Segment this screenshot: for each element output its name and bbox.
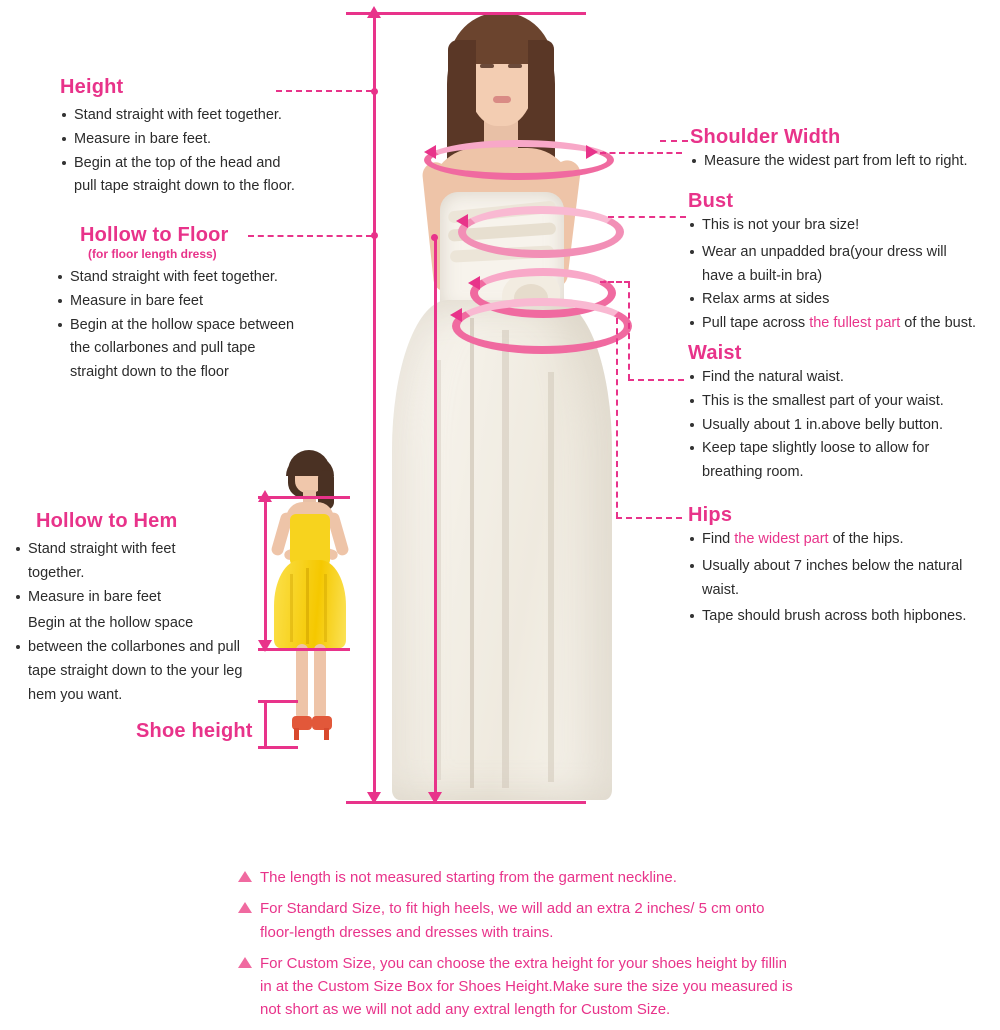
- hollow-to-floor-subheading: (for floor length dress): [88, 247, 217, 261]
- hollow-to-floor-anchor-dot: [371, 232, 378, 239]
- height-heading: Height: [60, 76, 124, 98]
- hips-widest-part-item: Find the widest part of the hips.: [688, 529, 994, 551]
- bust-arrow-left: [456, 214, 468, 228]
- hollow-point-dot: [431, 234, 438, 241]
- hips-heading: Hips: [688, 504, 733, 526]
- waist-leader-top: [600, 281, 630, 283]
- list-item: between the collarbones and pull: [14, 637, 264, 659]
- warning-triangle-icon: [238, 902, 252, 913]
- hips-leader-vert: [616, 318, 618, 518]
- note-line: floor-length dresses and dresses with trains.: [260, 923, 554, 941]
- list-item: Stand straight with feet: [14, 539, 264, 561]
- shoulder-leader: [600, 152, 682, 154]
- list-item: Usually about 1 in.above belly button.: [688, 415, 994, 437]
- list-item: Measure in bare feet.: [60, 129, 360, 151]
- list-item: Measure in bare feet: [14, 587, 264, 609]
- list-item: Stand straight with feet together.: [56, 267, 364, 289]
- model-figure-long-dress: [352, 0, 642, 812]
- hollow-to-hem-bullets: [14, 539, 264, 706]
- list-item: This is not your bra size!: [688, 215, 1000, 237]
- section-hollow-to-floor: [44, 224, 364, 386]
- height-measure-line: [373, 16, 376, 804]
- section-bust: [688, 190, 1000, 337]
- list-item: together.: [28, 564, 85, 581]
- note-line: not short as we will not add any extral length for Custom Size.: [260, 1001, 671, 1019]
- shoe-height-heading: Shoe height: [136, 720, 253, 742]
- warning-triangle-icon: [238, 871, 252, 882]
- list-item: hem you want.: [28, 686, 123, 703]
- hips-arrow-left: [450, 308, 462, 322]
- hips-highlight: the widest part: [734, 531, 829, 547]
- waist-arrow-left: [468, 276, 480, 290]
- hollow-to-hem-top-cap: [258, 496, 350, 499]
- list-item: This is the smallest part of your waist.: [688, 391, 994, 413]
- note-item: [238, 897, 998, 944]
- waist-heading: Waist: [688, 342, 742, 364]
- bust-leader: [608, 216, 686, 218]
- list-item: straight down to the floor: [70, 364, 229, 380]
- list-item: Stand straight with feet together.: [60, 105, 360, 127]
- section-hollow-to-hem: [14, 510, 264, 708]
- list-item: Relax arms at sides: [688, 289, 1000, 311]
- section-hips: [688, 504, 994, 630]
- shoe-height-bottom-cap: [258, 746, 298, 749]
- waist-leader-vert: [628, 282, 630, 380]
- note-item: [238, 952, 998, 1022]
- bust-highlight: the fullest part: [809, 315, 901, 331]
- waist-leader-bottom: [628, 379, 684, 381]
- list-item: the collarbones and pull tape: [70, 340, 256, 357]
- list-item: Measure the widest part from left to right.: [690, 151, 996, 173]
- hips-bullets: [688, 529, 994, 628]
- hollow-to-floor-bullets: [56, 267, 364, 384]
- list-item: Begin at the hollow space between: [56, 315, 364, 337]
- height-anchor-dot: [371, 88, 378, 95]
- waist-bullets: [688, 367, 994, 484]
- section-shoulder-width: [690, 126, 996, 175]
- hollow-to-hem-heading: Hollow to Hem: [36, 510, 178, 532]
- list-item: Begin at the top of the head and: [60, 153, 360, 175]
- hollow-to-floor-heading: Hollow to Floor: [80, 224, 229, 246]
- shoulder-title-leader: [660, 140, 688, 142]
- hollow-to-hem-bottom-cap: [258, 648, 350, 651]
- shoulder-arrow-left: [424, 145, 436, 159]
- bust-heading: Bust: [688, 190, 734, 212]
- hips-band: [452, 298, 632, 354]
- footer-notes: [238, 866, 998, 1030]
- list-item: Measure in bare feet: [56, 291, 364, 313]
- bust-band: [458, 206, 624, 258]
- shoulder-width-bullets: [690, 151, 996, 173]
- list-item: breathing room.: [702, 464, 804, 480]
- bust-bullets: [688, 215, 1000, 335]
- section-shoe-height: [136, 720, 253, 743]
- hollow-to-floor-arrow-bottom: [428, 792, 442, 804]
- note-line: The length is not measured starting from the garment neckline.: [260, 869, 677, 886]
- list-item: have a built-in bra): [702, 267, 823, 284]
- height-top-cap: [346, 12, 586, 15]
- list-item: pull tape straight down to the floor.: [74, 178, 295, 195]
- hollow-to-floor-measure-line: [434, 240, 437, 804]
- shoulder-arrow-right: [586, 145, 598, 159]
- hollow-to-hem-measure-line: [264, 500, 267, 650]
- note-item: [238, 866, 998, 889]
- note-line: For Custom Size, you can choose the extra height for your shoes height by fillin: [260, 954, 787, 972]
- list-item: tape straight down to the your leg: [28, 662, 243, 679]
- height-bullets: [60, 105, 360, 198]
- shoe-height-measure-line: [264, 700, 267, 748]
- shoe-height-top-cap: [258, 700, 298, 703]
- section-waist: [688, 342, 994, 486]
- shoulder-width-heading: Shoulder Width: [690, 126, 841, 148]
- list-item: Begin at the hollow space: [28, 615, 194, 632]
- note-line: For Standard Size, to fit high heels, we will add an extra 2 inches/ 5 cm onto: [260, 900, 765, 918]
- note-line: in at the Custom Size Box for Shoes Height.Make sure the size you measured is: [260, 978, 793, 995]
- model-figure-short-dress: [262, 440, 358, 760]
- list-item: Keep tape slightly loose to allow for: [688, 438, 994, 460]
- list-item: Usually about 7 inches below the natural: [688, 556, 994, 578]
- list-item: Tape should brush across both hipbones.: [688, 606, 994, 628]
- hips-leader-bottom: [616, 517, 682, 519]
- list-item: Wear an unpadded bra(your dress will: [688, 242, 1000, 264]
- list-item: waist.: [702, 581, 740, 598]
- warning-triangle-icon: [238, 957, 252, 968]
- section-height: [60, 76, 360, 200]
- list-item: Find the natural waist.: [688, 367, 994, 389]
- bust-fullest-part-item: Pull tape across the fullest part of the bust.: [688, 313, 1000, 335]
- height-bottom-cap: [346, 801, 586, 804]
